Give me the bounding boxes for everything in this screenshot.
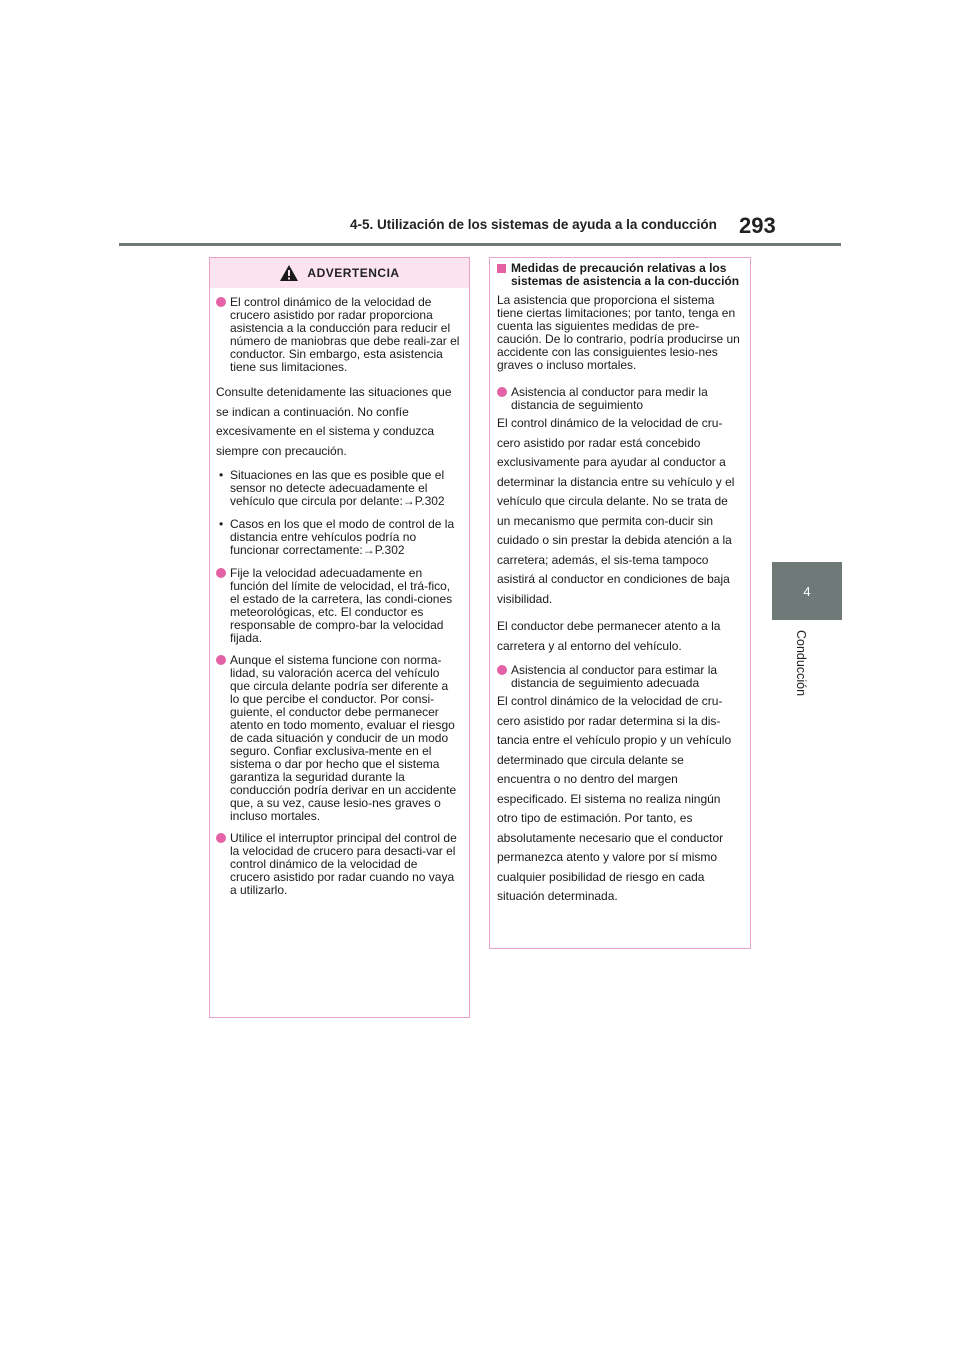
pink-bullet-icon xyxy=(216,568,226,578)
section-title: 4-5. Utilización de los sistemas de ayuda a la conducción xyxy=(350,217,717,232)
dot-icon: • xyxy=(219,468,224,482)
header-rule xyxy=(119,243,841,246)
warning-header xyxy=(210,258,469,288)
info-paragraph: El conductor debe permanecer atento a la carretera y al entorno del vehículo. xyxy=(497,619,721,653)
page-reference: P.302 xyxy=(374,543,405,557)
warning-paragraph: Consulte detenidamente las situaciones que se indican a continuación. No confíe excesivamente en el sistema y conduzca siempre con precaución. xyxy=(216,385,452,458)
info-paragraph: El control dinámico de la velocidad de cru-cero asistido por radar está concebido exclusivamente para ayudar al conductor a determinar la distancia entre su vehículo y el vehículo que circula delante. No se trata de un mecanismo que permita con-ducir sin cuidado o sin prestar la debida atención a la carretera; además, el sis-tema tampoco asistirá al conductor en condiciones de baja visibilidad. xyxy=(497,416,735,606)
warning-bullet: Utilice el interruptor principal del control de la velocidad de crucero para desacti-var el control dinámico de la velocidad de crucero asistido por radar cuando no vaya a utilizarlo. xyxy=(216,832,460,897)
info-paragraph: La asistencia que proporciona el sistema tiene ciertas limitaciones; por tanto, tenga en cuenta las siguientes medidas de pre-caución. De lo contrario, podría producirse un accidente con las consiguientes lesio-nes graves o incluso mortales. xyxy=(497,293,740,372)
warning-bullet: El control dinámico de la velocidad de crucero asistido por radar proporciona asistencia a la conducción para reducir el número de maniobras que debe reali-zar el conductor. Sin embargo, esta asistencia tiene sus limitaciones. xyxy=(216,296,460,374)
arrow-icon: → xyxy=(362,543,375,557)
warning-bullet: Fije la velocidad adecuadamente en función del límite de velocidad, el trá-fico, el estado de la carretera, las condi-ciones meteorológicas, etc. El conductor es responsable de compro-bar la velocidad fijada. xyxy=(216,567,460,645)
dot-icon: • xyxy=(219,517,224,531)
warning-triangle-icon xyxy=(279,264,299,282)
warning-title: ADVERTENCIA xyxy=(307,266,400,280)
info-paragraph: El control dinámico de la velocidad de cru-cero asistido por radar determina si la dis-tancia entre el vehículo propio y un vehículo determinado que circula delante se encuentra o no dentro del margen especificado. El sistema no realiza ningún otro tipo de estimación. Por tanto, es absolutamente necesario que el conductor permanezca atento y valore por sí mismo cualquier posibilidad de riesgo en cada situación determinada. xyxy=(497,694,732,903)
warning-bullet: Aunque el sistema funcione con norma-lidad, su valoración acerca del vehículo que circula delante podría ser diferente a lo que percibe el conductor. Por consi-guiente, el conductor debe permanecer atento en todo momento, evaluar el riesgo de cada situación y conducir de un modo seguro. Confiar exclusiva-mente en el sistema o dar por hecho que el sistema garantiza la seguridad durante la conducción podría derivar en un accidente que, a su vez, cause lesio-nes graves o incluso mortales. xyxy=(216,654,460,823)
info-bullet: Asistencia al conductor para estimar la distancia de seguimiento adecuada xyxy=(497,664,740,690)
pink-bullet-icon xyxy=(216,655,226,665)
pink-bullet-icon xyxy=(216,297,226,307)
pink-bullet-icon xyxy=(216,833,226,843)
pink-bullet-icon xyxy=(497,387,507,397)
warning-subitem: • Casos en los que el modo de control de la distancia entre vehículos podría no funcionar correctamente:→P.302 xyxy=(219,517,455,557)
warning-subitem: • Situaciones en las que es posible que el sensor no detecte adecuadamente el vehículo que circula por delante:→P.302 xyxy=(219,468,445,508)
chapter-tab xyxy=(772,562,842,620)
arrow-icon: → xyxy=(402,494,415,508)
page-reference: P.302 xyxy=(414,494,445,508)
warning-box xyxy=(209,257,470,1018)
info-box xyxy=(489,257,751,949)
info-heading: Medidas de precaución relativas a los sistemas de asistencia a la con-ducción xyxy=(497,262,740,288)
page-number: 293 xyxy=(739,213,776,238)
info-bullet: Asistencia al conductor para medir la distancia de seguimiento xyxy=(497,386,740,412)
chapter-label: Conducción xyxy=(794,630,808,697)
pink-square-icon xyxy=(497,264,506,273)
chapter-number: 4 xyxy=(803,583,811,599)
pink-bullet-icon xyxy=(497,665,507,675)
